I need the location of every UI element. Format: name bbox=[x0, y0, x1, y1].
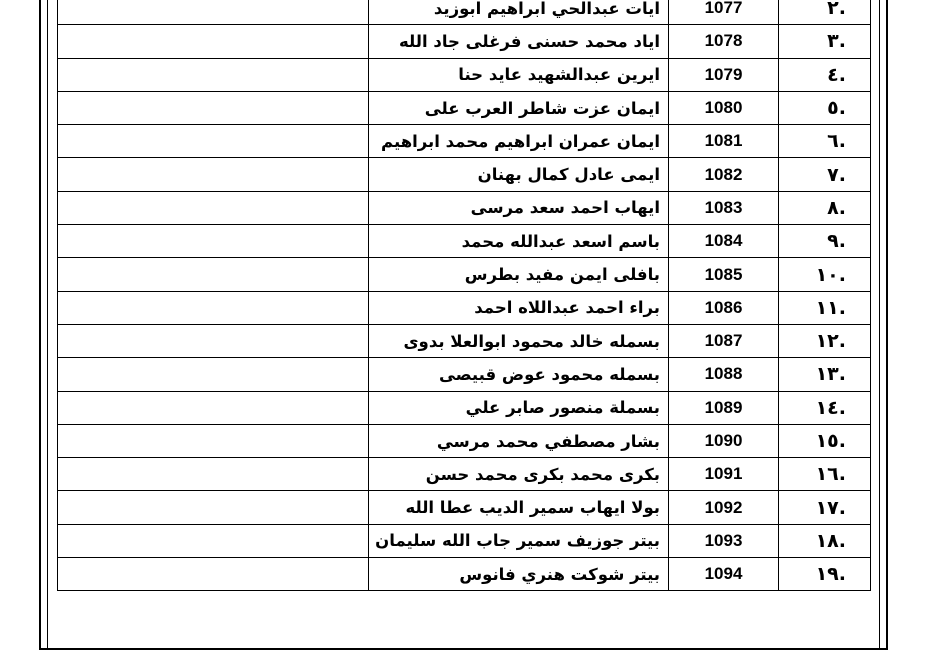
student-code: 1089 bbox=[669, 391, 779, 424]
blank-column-cell bbox=[58, 324, 369, 357]
student-name: بيتر شوكت هنري فانوس bbox=[369, 558, 669, 591]
student-code: 1083 bbox=[669, 191, 779, 224]
student-code: 1082 bbox=[669, 158, 779, 191]
table-row bbox=[58, 324, 871, 357]
student-name: ايات عبدالحي ابراهيم ابوزيد bbox=[369, 0, 669, 25]
row-number: .١٣ bbox=[779, 358, 871, 391]
student-code: 1087 bbox=[669, 324, 779, 357]
student-name: بسمله خالد محمود ابوالعلا بدوى bbox=[369, 324, 669, 357]
student-name: اياد محمد حسنى فرغلى جاد الله bbox=[369, 25, 669, 58]
row-number: .٩ bbox=[779, 225, 871, 258]
student-name: بكرى محمد بكرى محمد حسن bbox=[369, 458, 669, 491]
table-row bbox=[58, 25, 871, 58]
student-code: 1092 bbox=[669, 491, 779, 524]
student-name: براء احمد عبداللاه احمد bbox=[369, 291, 669, 324]
table-row bbox=[58, 524, 871, 557]
row-number: .٤ bbox=[779, 58, 871, 91]
table-row bbox=[58, 424, 871, 457]
student-code: 1085 bbox=[669, 258, 779, 291]
student-name: ايهاب احمد سعد مرسى bbox=[369, 191, 669, 224]
blank-column-cell bbox=[58, 158, 369, 191]
student-name: بسمله محمود عوض قبيصى bbox=[369, 358, 669, 391]
blank-column-cell bbox=[58, 25, 369, 58]
row-number: .١٨ bbox=[779, 524, 871, 557]
blank-column-cell bbox=[58, 225, 369, 258]
student-name: ايمان عمران ابراهيم محمد ابراهيم bbox=[369, 125, 669, 158]
student-code: 1080 bbox=[669, 91, 779, 124]
row-number: .٥ bbox=[779, 91, 871, 124]
blank-column-cell bbox=[58, 291, 369, 324]
student-name: بسملة منصور صابر علي bbox=[369, 391, 669, 424]
table-row bbox=[58, 191, 871, 224]
table-row bbox=[58, 125, 871, 158]
student-name: بافلى ايمن مفيد بطرس bbox=[369, 258, 669, 291]
table-row bbox=[58, 291, 871, 324]
blank-column-cell bbox=[58, 125, 369, 158]
blank-column-cell bbox=[58, 258, 369, 291]
blank-column-cell bbox=[58, 58, 369, 91]
row-number: .٨ bbox=[779, 191, 871, 224]
row-number: .١٩ bbox=[779, 558, 871, 591]
student-code: 1094 bbox=[669, 558, 779, 591]
blank-column-cell bbox=[58, 91, 369, 124]
blank-column-cell bbox=[58, 0, 369, 25]
table-row bbox=[58, 158, 871, 191]
student-name: باسم اسعد عبدالله محمد bbox=[369, 225, 669, 258]
student-name: بشار مصطفي محمد مرسي bbox=[369, 424, 669, 457]
roster-table-body bbox=[58, 0, 871, 591]
student-code: 1078 bbox=[669, 25, 779, 58]
row-number: .١٥ bbox=[779, 424, 871, 457]
row-number: .٢ bbox=[779, 0, 871, 25]
row-number: .٣ bbox=[779, 25, 871, 58]
blank-column-cell bbox=[58, 358, 369, 391]
row-number: .١٢ bbox=[779, 324, 871, 357]
student-name: بولا ايهاب سمير الديب عطا الله bbox=[369, 491, 669, 524]
table-row bbox=[58, 458, 871, 491]
blank-column-cell bbox=[58, 558, 369, 591]
student-code: 1079 bbox=[669, 58, 779, 91]
table-row bbox=[58, 225, 871, 258]
student-code: 1093 bbox=[669, 524, 779, 557]
table-row bbox=[58, 558, 871, 591]
table-row bbox=[58, 58, 871, 91]
blank-column-cell bbox=[58, 524, 369, 557]
student-code: 1081 bbox=[669, 125, 779, 158]
row-number: .١٧ bbox=[779, 491, 871, 524]
row-number: .١٠ bbox=[779, 258, 871, 291]
student-name: بيتر جوزيف سمير جاب الله سليمان bbox=[369, 524, 669, 557]
student-code: 1084 bbox=[669, 225, 779, 258]
row-number: .١١ bbox=[779, 291, 871, 324]
row-number: .٦ bbox=[779, 125, 871, 158]
table-row bbox=[58, 258, 871, 291]
student-name: ايمان عزت شاطر العرب على bbox=[369, 91, 669, 124]
student-code: 1090 bbox=[669, 424, 779, 457]
blank-column-cell bbox=[58, 391, 369, 424]
table-row bbox=[58, 391, 871, 424]
blank-column-cell bbox=[58, 458, 369, 491]
student-code: 1091 bbox=[669, 458, 779, 491]
row-number: .٧ bbox=[779, 158, 871, 191]
blank-column-cell bbox=[58, 191, 369, 224]
student-name: ايرين عبدالشهيد عايد حنا bbox=[369, 58, 669, 91]
student-code: 1086 bbox=[669, 291, 779, 324]
student-roster-table bbox=[57, 0, 871, 591]
row-number: .١٦ bbox=[779, 458, 871, 491]
blank-column-cell bbox=[58, 491, 369, 524]
table-row bbox=[58, 491, 871, 524]
table-row bbox=[58, 91, 871, 124]
table-row bbox=[58, 0, 871, 25]
student-name: ايمى عادل كمال بهنان bbox=[369, 158, 669, 191]
student-code: 1077 bbox=[669, 0, 779, 25]
student-code: 1088 bbox=[669, 358, 779, 391]
blank-column-cell bbox=[58, 424, 369, 457]
table-row bbox=[58, 358, 871, 391]
row-number: .١٤ bbox=[779, 391, 871, 424]
